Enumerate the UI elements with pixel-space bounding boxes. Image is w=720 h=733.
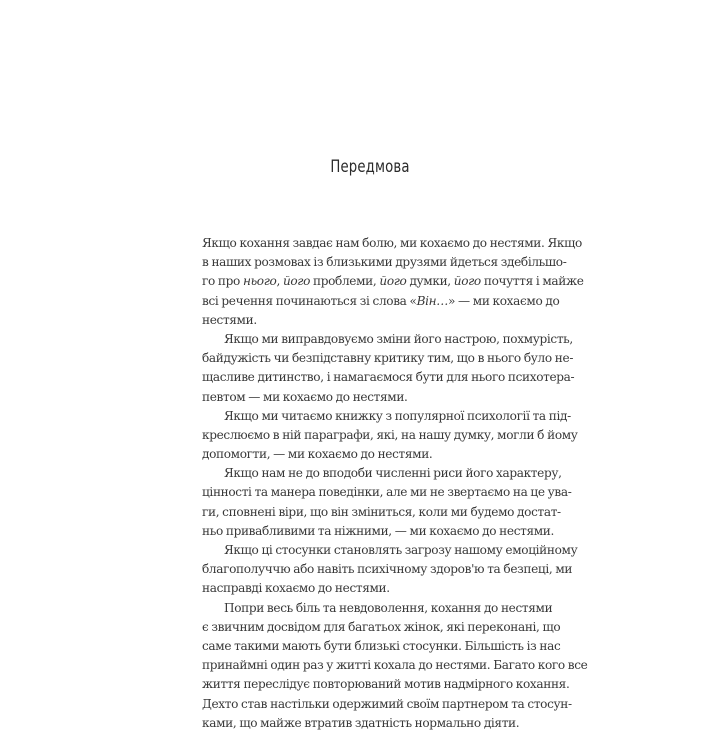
text-line	[202, 503, 561, 522]
text-segment: Якщо ці стосунки становлять загрозу нашому емоційному	[224, 543, 578, 557]
italic-text: його	[282, 274, 311, 289]
text-line	[202, 541, 578, 560]
text-segment: всі речення починаються зі слова «	[202, 293, 417, 308]
text-line	[202, 522, 555, 541]
italic-text: його	[379, 274, 407, 289]
text-line	[202, 675, 570, 694]
text-line	[202, 464, 562, 483]
text-segment: принаймні один раз у житті кохала до нестями. Багато кого все	[202, 658, 588, 673]
text-line	[202, 426, 578, 445]
text-segment: життя переслідує повторюваний мотив надмірного кохання.	[202, 677, 570, 692]
text-segment: байдужість чи безпідставну критику тим, що в нього було не-	[202, 351, 574, 366]
text-line	[202, 292, 560, 311]
paragraph	[202, 330, 575, 407]
text-line	[202, 445, 542, 464]
text-line	[202, 234, 582, 253]
text-segment: ками, що майже втратив здатність нормально діяти.	[202, 715, 520, 730]
paragraph	[202, 599, 588, 733]
text-segment: ,	[276, 274, 283, 289]
text-line	[202, 618, 561, 637]
text-line	[202, 579, 542, 598]
italic-text: нього	[242, 274, 277, 289]
text-line	[202, 330, 573, 349]
paragraph	[202, 464, 572, 541]
text-segment: в наших розмовах із близькими друзями йдеться здебільшо-	[202, 255, 567, 270]
text-segment: є звичним досвідом для багатьох жінок, які переконані, що	[202, 619, 561, 634]
text-segment: саме такими мають бути близькі стосунки. Більшість із нас	[202, 638, 561, 653]
text-line	[202, 407, 571, 426]
text-segment: проблеми,	[310, 274, 380, 289]
text-segment: » — ми кохаємо до	[448, 293, 560, 308]
text-line	[202, 349, 574, 368]
text-segment: думки,	[406, 274, 454, 289]
text-segment: ги, сповнені віри, що він зміниться, коли ми будемо достат-	[202, 504, 561, 519]
text-line	[202, 714, 542, 733]
text-segment: Дехто став настільки одержимий своїм партнером та стосун-	[202, 696, 572, 711]
text-segment: благополуччю або навіть психічному здоров'ю та безпеці, ми	[202, 562, 573, 577]
text-line	[202, 388, 542, 407]
text-segment: ньо привабливими та ніжними, — ми кохаємо до нестями.	[202, 523, 555, 538]
preface-body	[202, 234, 588, 733]
text-line	[202, 483, 572, 502]
text-line	[202, 311, 542, 330]
text-segment: Попри весь біль та невдоволення, кохання до нестями	[224, 600, 553, 615]
italic-text: Він…	[416, 293, 448, 308]
paragraph	[202, 407, 578, 465]
text-line	[202, 253, 567, 272]
text-segment: Якщо нам не до вподоби численні риси його характеру,	[224, 466, 562, 481]
text-segment: Якщо кохання завдає нам болю, ми кохаємо до нестями. Якщо	[202, 236, 582, 250]
text-segment: нестями.	[202, 312, 257, 327]
text-line	[202, 656, 588, 675]
text-segment: го про	[202, 274, 243, 289]
paragraph	[202, 234, 584, 330]
text-line	[202, 637, 561, 656]
text-segment: певтом — ми кохаємо до нестями.	[202, 389, 408, 404]
text-segment: Якщо ми читаємо книжку з популярної психології та під-	[224, 408, 571, 423]
text-segment: насправді кохаємо до нестями.	[202, 581, 390, 596]
text-line	[202, 695, 572, 714]
text-segment: цінності та манера поведінки, але ми не звертаємо на це ува-	[202, 485, 572, 500]
text-line	[202, 560, 573, 579]
page-title: Передмова	[330, 157, 410, 177]
paragraph	[202, 541, 578, 599]
italic-text: його	[453, 274, 481, 289]
text-segment: почуття і майже	[480, 274, 584, 289]
text-segment: щасливе дитинство, і намагаємося бути для нього психотера-	[202, 370, 575, 385]
text-segment: допомогти, — ми кохаємо до нестями.	[202, 447, 433, 462]
text-line	[202, 272, 584, 291]
text-segment: Якщо ми виправдовуємо зміни його настрою, похмурість,	[224, 331, 573, 346]
text-line	[202, 368, 575, 387]
text-segment: креслюємо в ній параграфи, які, на нашу думку, могли б йому	[202, 427, 578, 442]
text-line	[202, 599, 553, 618]
